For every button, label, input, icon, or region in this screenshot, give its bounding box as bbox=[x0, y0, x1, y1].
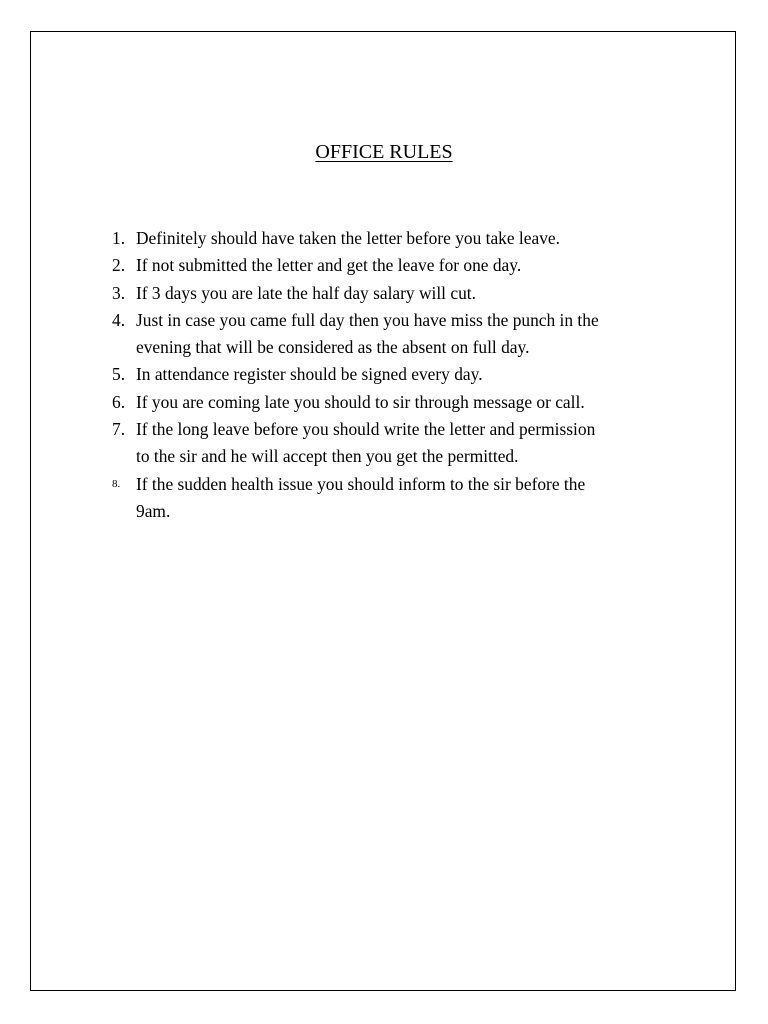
rule-text: Just in case you came full day then you have miss the punch in the bbox=[136, 309, 599, 330]
rule-text-continued: evening that will be considered as the absent on full day. bbox=[136, 337, 530, 358]
rule-number: 3. bbox=[112, 282, 126, 303]
rules-list bbox=[0, 225, 676, 525]
rule-text: In attendance register should be signed every day. bbox=[136, 364, 483, 385]
rule-text: If the long leave before you should write the letter and permission bbox=[136, 419, 596, 440]
rule-text-continued: 9am. bbox=[136, 500, 171, 521]
rule-text: If you are coming late you should to sir through message or call. bbox=[136, 391, 585, 412]
rule-item-4 bbox=[0, 307, 676, 362]
rule-number: 8. bbox=[112, 477, 121, 490]
rule-item-7 bbox=[0, 416, 676, 471]
rule-number: 4. bbox=[112, 309, 126, 330]
rule-item-1 bbox=[0, 225, 676, 252]
rule-number: 6. bbox=[112, 391, 126, 412]
rule-item-5 bbox=[0, 361, 676, 388]
rule-text-continued: to the sir and he will accept then you get the permitted. bbox=[136, 446, 519, 467]
rule-item-2 bbox=[0, 252, 676, 279]
rule-text: If 3 days you are late the half day salary will cut. bbox=[136, 282, 476, 303]
rule-text: If not submitted the letter and get the leave for one day. bbox=[136, 255, 522, 276]
rule-item-3 bbox=[0, 280, 676, 307]
rule-item-8 bbox=[0, 471, 676, 526]
rule-number: 5. bbox=[112, 364, 126, 385]
rule-number: 1. bbox=[112, 228, 126, 248]
rule-number: 2. bbox=[112, 255, 126, 276]
rule-text: If the sudden health issue you should inform to the sir before the bbox=[136, 473, 586, 494]
document-title: OFFICE RULES bbox=[315, 141, 453, 163]
rule-text: Definitely should have taken the letter before you take leave. bbox=[136, 228, 560, 248]
rule-number: 7. bbox=[112, 419, 126, 440]
rule-item-6 bbox=[0, 389, 676, 416]
